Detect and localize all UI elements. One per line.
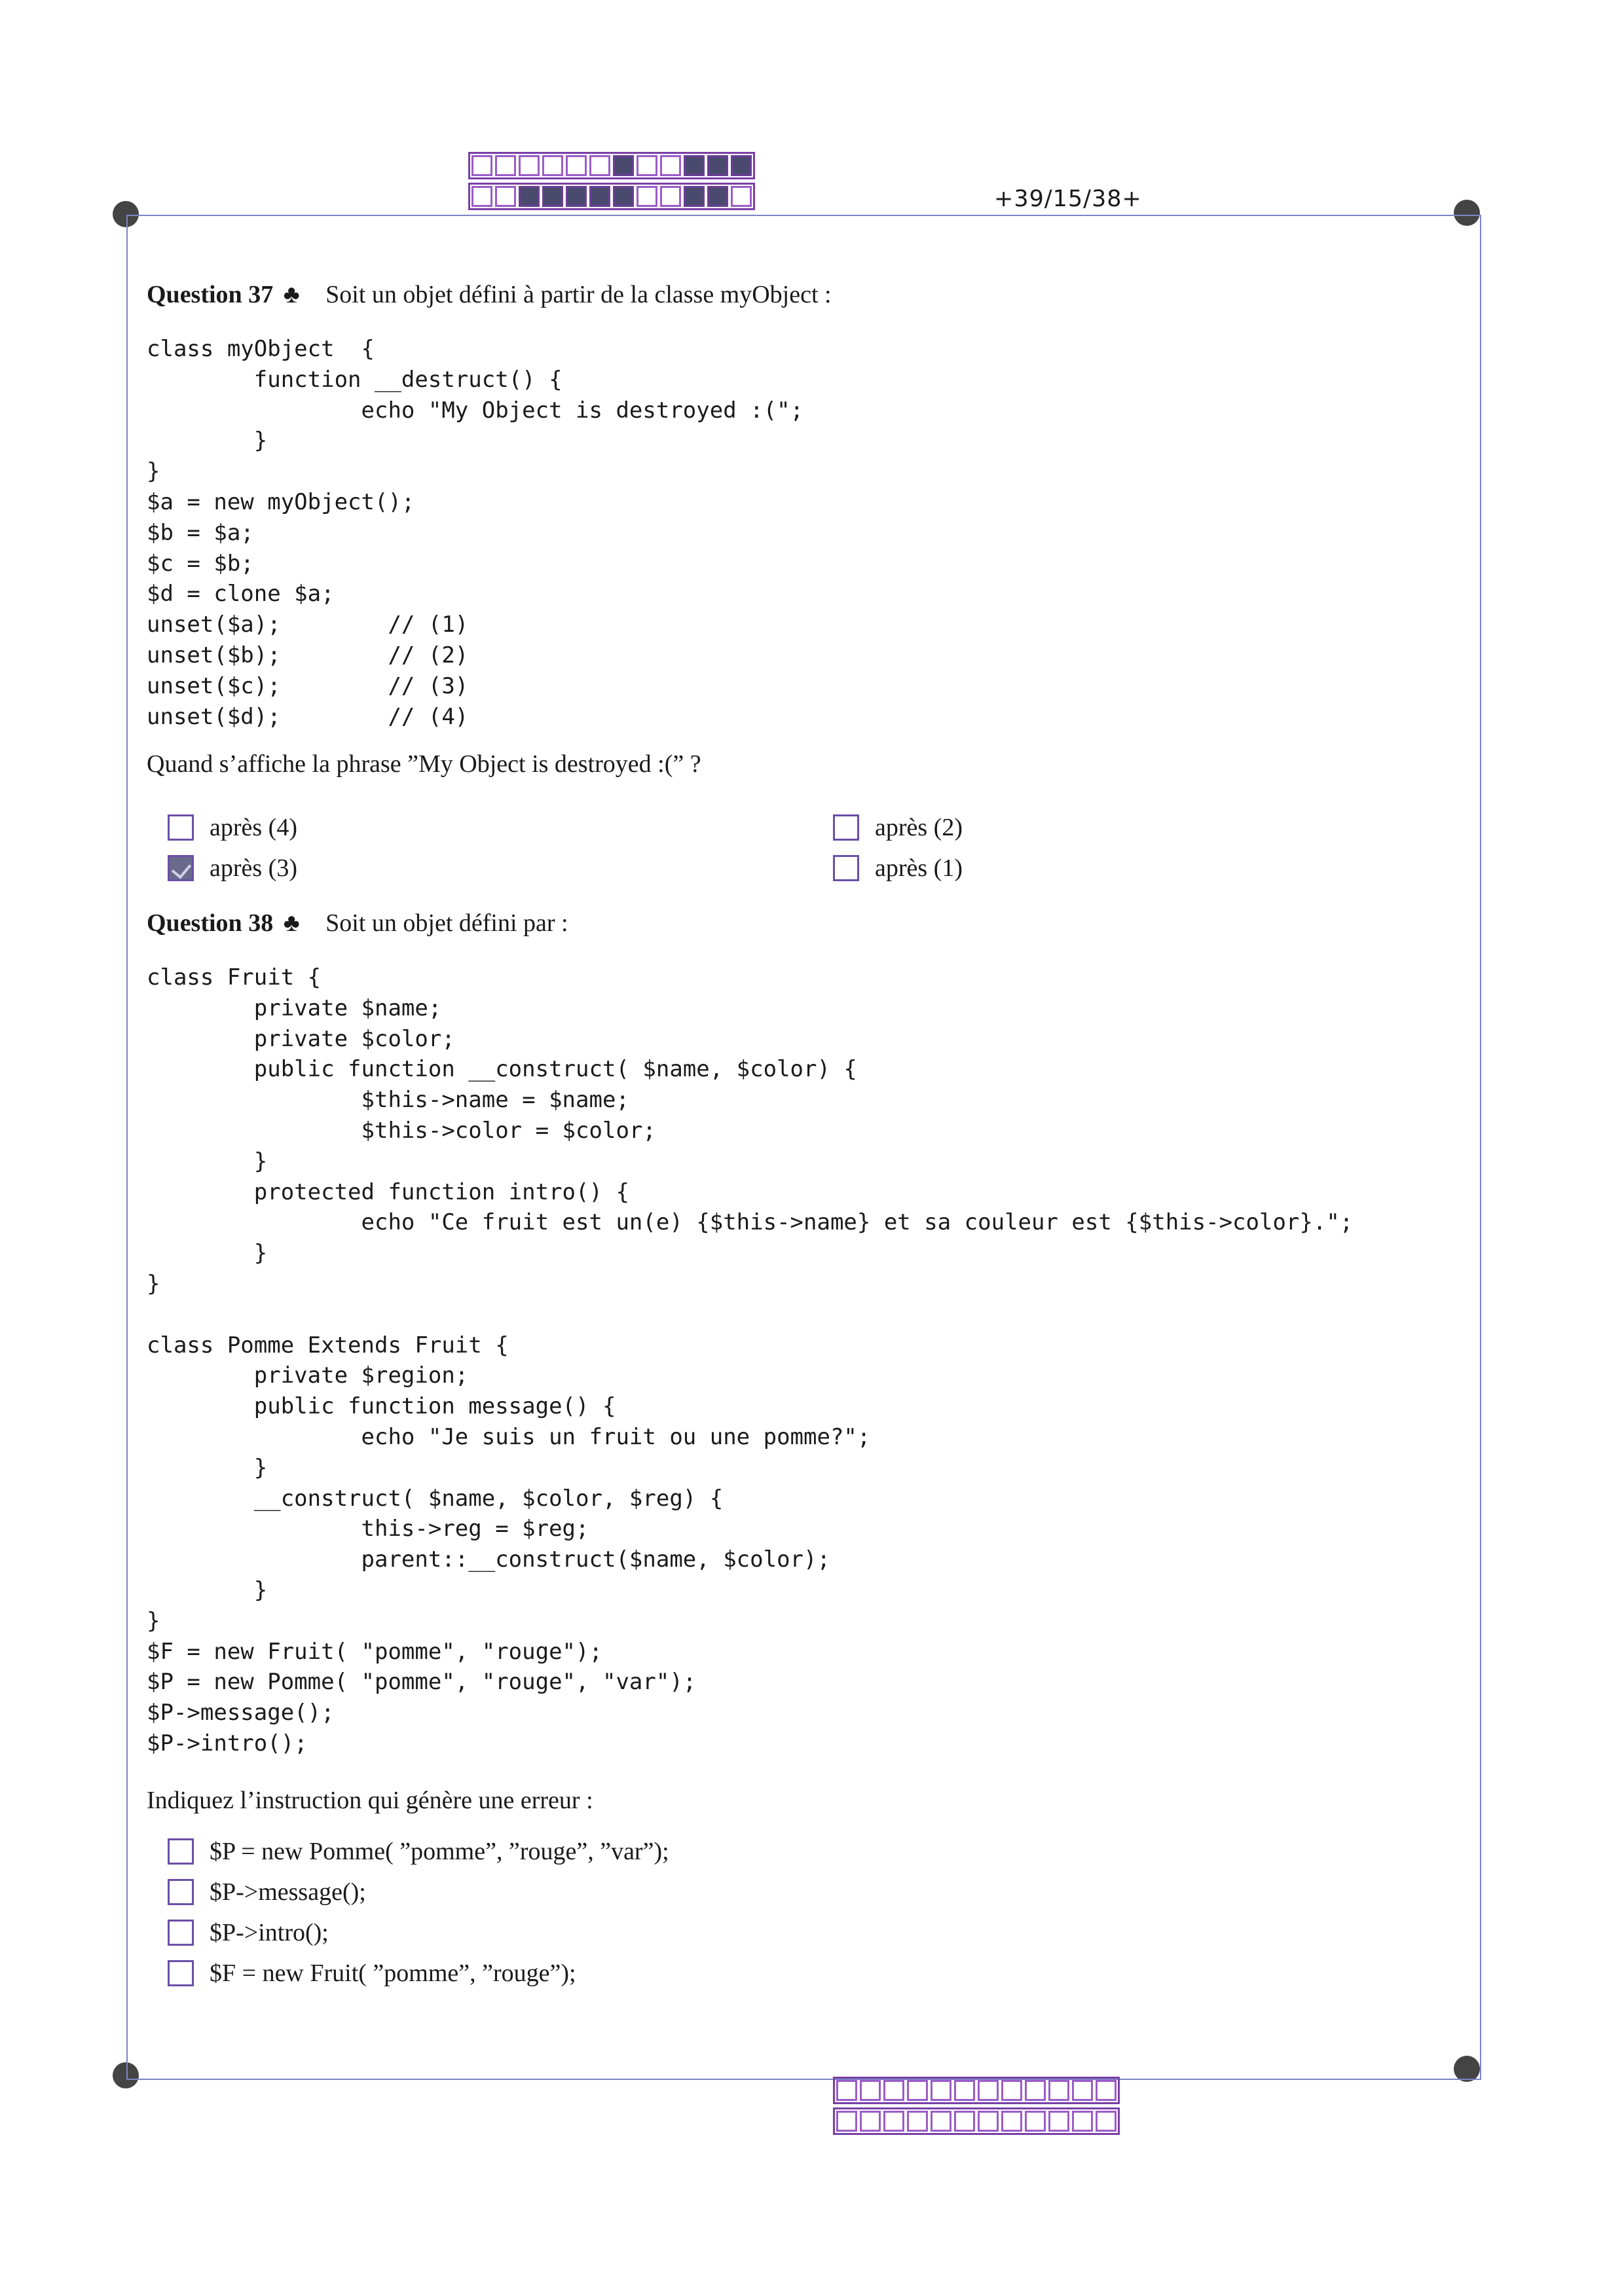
barcode-cell bbox=[542, 186, 563, 207]
barcode-bottom-row-2 bbox=[833, 2107, 1120, 2135]
question-label: Question 38 bbox=[147, 909, 274, 937]
barcode-cell bbox=[931, 2080, 951, 2101]
barcode-cell bbox=[907, 2080, 928, 2101]
barcode-top-row-1 bbox=[468, 152, 755, 179]
barcode-cell bbox=[907, 2111, 928, 2132]
question-text: Soit un objet défini par : bbox=[325, 909, 568, 937]
barcode-cell bbox=[566, 155, 587, 176]
barcode-cell bbox=[931, 2111, 951, 2132]
checkbox[interactable] bbox=[833, 814, 859, 841]
barcode-cell bbox=[566, 186, 587, 207]
club-icon: ♣ bbox=[283, 909, 300, 937]
answer-choice[interactable] bbox=[833, 852, 963, 884]
page-id: +39/15/38+ bbox=[994, 186, 1142, 212]
barcode-cell bbox=[684, 155, 705, 176]
choice-label: après (3) bbox=[210, 854, 297, 882]
barcode-cell bbox=[519, 186, 540, 207]
choice-label: après (1) bbox=[875, 854, 963, 882]
barcode-cell bbox=[860, 2080, 881, 2101]
code-block-q37: class myObject { function __destruct() { echo "My Object is destroyed :("; } } $a = new myObject(); $b = $a; $c = $b; $d = clone $a; unset($a); // (1) unset($b); // (2) unset($c); // (3) unset($d); // (4) bbox=[147, 336, 804, 730]
choice-label: $F = new Fruit( ”pomme”, ”rouge”); bbox=[210, 1959, 576, 1987]
barcode-top-row-2 bbox=[468, 183, 755, 210]
barcode-cell bbox=[684, 186, 705, 207]
barcode-cell bbox=[1048, 2111, 1069, 2132]
checkbox[interactable] bbox=[833, 855, 859, 881]
answer-choice[interactable] bbox=[168, 1917, 329, 1948]
barcode-cell bbox=[660, 186, 681, 207]
barcode-cell bbox=[1048, 2080, 1069, 2101]
checkbox-checked[interactable] bbox=[168, 855, 194, 881]
choice-label: $P->message(); bbox=[210, 1878, 366, 1906]
barcode-cell bbox=[637, 155, 657, 176]
barcode-cell bbox=[1001, 2111, 1022, 2132]
barcode-cell bbox=[637, 186, 657, 207]
barcode-cell bbox=[1025, 2111, 1046, 2132]
barcode-cell bbox=[954, 2111, 975, 2132]
barcode-cell bbox=[519, 155, 540, 176]
barcode-cell bbox=[471, 186, 492, 207]
choice-label: $P = new Pomme( ”pomme”, ”rouge”, ”var”); bbox=[210, 1838, 669, 1865]
barcode-cell bbox=[707, 155, 728, 176]
barcode-cell bbox=[860, 2111, 881, 2132]
barcode-cell bbox=[495, 186, 516, 207]
answer-choice[interactable] bbox=[168, 852, 297, 884]
barcode-bottom-row-1 bbox=[833, 2077, 1120, 2104]
answer-choice[interactable] bbox=[833, 812, 963, 843]
barcode-cell bbox=[495, 155, 516, 176]
barcode-cell bbox=[613, 186, 634, 207]
choice-label: après (4) bbox=[210, 814, 297, 841]
code-block-q38: class Fruit { private $name; private $color; public function __construct( $name, $color) { $this->name = $name; $this->color = $color; } protected function intro() { echo "Ce fruit est un(e) {$this->name} et sa couleur est {$this->color}."; } } class Pomme Extends Fruit { private $region; public function message() { echo "Je suis un fruit ou une pomme?"; } __construct( $name, $color, $reg) { this->reg = $reg; parent::__construct($name, $color); } } $F = new Fruit( "pomme", "rouge"); $P = new Pomme( "pomme", "rouge", "var"); $P->message(); $P->intro(); bbox=[147, 964, 1354, 1757]
barcode-cell bbox=[589, 155, 610, 176]
barcode-cell bbox=[589, 186, 610, 207]
question-37-header bbox=[147, 280, 832, 309]
barcode-cell bbox=[883, 2111, 904, 2132]
club-icon: ♣ bbox=[283, 281, 300, 308]
answer-choice[interactable] bbox=[168, 1836, 669, 1867]
barcode-cell bbox=[978, 2111, 999, 2132]
barcode-cell bbox=[660, 155, 681, 176]
barcode-cell bbox=[836, 2111, 857, 2132]
checkbox[interactable] bbox=[168, 1920, 194, 1946]
question-label: Question 37 bbox=[147, 281, 274, 308]
answer-choice[interactable] bbox=[168, 1958, 576, 1989]
barcode-cell bbox=[1072, 2080, 1093, 2101]
choice-label: $P->intro(); bbox=[210, 1919, 329, 1946]
barcode-cell bbox=[954, 2080, 975, 2101]
barcode-cell bbox=[542, 155, 563, 176]
question-38-prompt: Indiquez l’instruction qui génère une erreur : bbox=[147, 1787, 593, 1814]
checkbox[interactable] bbox=[168, 1960, 194, 1986]
barcode-cell bbox=[978, 2080, 999, 2101]
barcode-cell bbox=[1025, 2080, 1046, 2101]
question-37-prompt: Quand s’affiche la phrase ”My Object is destroyed :(” ? bbox=[147, 750, 701, 778]
barcode-cell bbox=[613, 155, 634, 176]
answer-choice[interactable] bbox=[168, 1876, 366, 1908]
checkbox[interactable] bbox=[168, 1879, 194, 1905]
barcode-cell bbox=[471, 155, 492, 176]
checkbox[interactable] bbox=[168, 1838, 194, 1865]
barcode-cell bbox=[1096, 2111, 1116, 2132]
question-38-header bbox=[147, 909, 568, 938]
barcode-cell bbox=[1096, 2080, 1116, 2101]
barcode-cell bbox=[836, 2080, 857, 2101]
barcode-cell bbox=[1072, 2111, 1093, 2132]
checkbox[interactable] bbox=[168, 814, 194, 841]
barcode-cell bbox=[731, 186, 752, 207]
answer-choice[interactable] bbox=[168, 812, 297, 843]
choice-label: après (2) bbox=[875, 814, 963, 841]
barcode-cell bbox=[707, 186, 728, 207]
question-text: Soit un objet défini à partir de la classe myObject : bbox=[325, 281, 832, 308]
barcode-cell bbox=[1001, 2080, 1022, 2101]
barcode-cell bbox=[731, 155, 752, 176]
barcode-cell bbox=[883, 2080, 904, 2101]
